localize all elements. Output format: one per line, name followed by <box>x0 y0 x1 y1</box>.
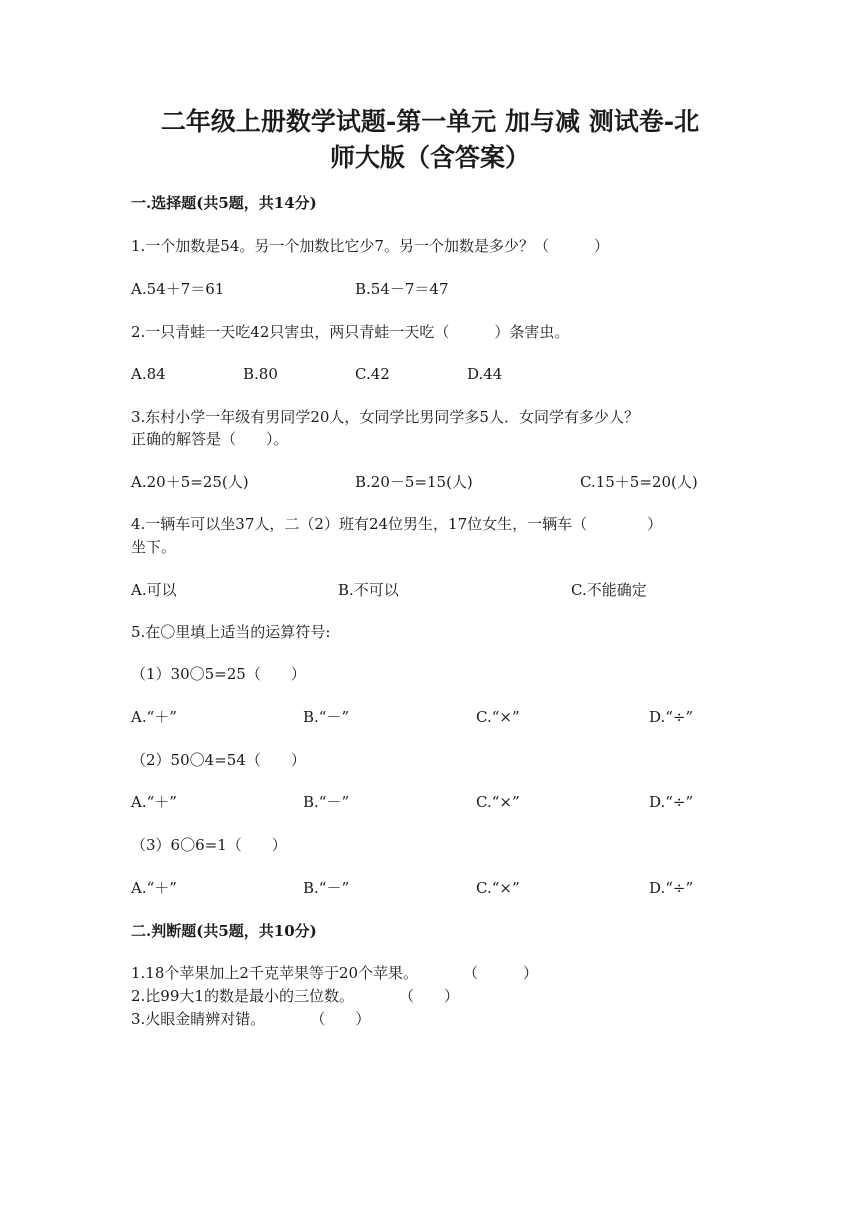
q5-2-option-a: A.“＋” <box>131 793 177 811</box>
q5-2-option-d: D.“÷” <box>649 793 694 811</box>
q5-3-option-c: C.“×” <box>476 879 520 897</box>
q4-option-b: B.不可以 <box>338 581 399 599</box>
judgement-item-2: 2.比99大1的数是最小的三位数。 （ ） <box>131 987 459 1005</box>
question-3-line-1: 3.东村小学一年级有男同学20人，女同学比男同学多5人．女同学有多少人？ <box>131 408 639 426</box>
q5-2-option-c: C.“×” <box>476 793 520 811</box>
question-2: 2.一只青蛙一天吃42只害虫，两只青蛙一天吃（ ）条害虫。 <box>131 323 570 341</box>
page-title-line-2: 师大版（含答案） <box>329 143 530 172</box>
judgement-item-1: 1.18个苹果加上2千克苹果等于20个苹果。 （ ） <box>131 964 539 982</box>
q3-option-b: B.20－5=15(人) <box>355 473 473 491</box>
q2-option-d: D.44 <box>467 365 503 383</box>
q2-option-a: A.84 <box>131 365 166 383</box>
q5-3-option-b: B.“－” <box>303 879 350 897</box>
q3-option-c: C.15＋5=20(人) <box>580 473 698 491</box>
q5-1-option-b: B.“－” <box>303 708 350 726</box>
q5-1-option-d: D.“÷” <box>649 708 694 726</box>
q5-2-option-b: B.“－” <box>303 793 350 811</box>
q4-option-c: C.不能确定 <box>571 581 647 599</box>
judgement-item-3: 3.火眼金睛辨对错。 （ ） <box>131 1010 371 1028</box>
q5-1-option-a: A.“＋” <box>131 708 177 726</box>
question-5-sub-2: （2）50〇4=54（ ） <box>131 751 306 769</box>
section-heading-judgement: 二.判断题(共5题，共10分) <box>131 922 317 940</box>
q5-3-option-d: D.“÷” <box>649 879 694 897</box>
q5-1-option-c: C.“×” <box>476 708 520 726</box>
q3-option-a: A.20＋5=25(人) <box>131 473 249 491</box>
question-5-sub-3: （3）6〇6=1（ ） <box>131 836 287 854</box>
q2-option-b: B.80 <box>243 365 278 383</box>
q5-3-option-a: A.“＋” <box>131 879 177 897</box>
section-heading-choice: 一.选择题(共5题，共14分) <box>131 194 317 212</box>
question-4-line-2: 坐下。 <box>131 538 177 556</box>
question-5: 5.在〇里填上适当的运算符号: <box>131 623 331 641</box>
q1-option-a: A.54＋7＝61 <box>131 280 225 298</box>
question-3-line-2: 正确的解答是（ ）。 <box>131 430 289 448</box>
question-4-line-1: 4.一辆车可以坐37人，二（2）班有24位男生，17位女生，一辆车（ ） <box>131 515 663 533</box>
question-5-sub-1: （1）30〇5=25（ ） <box>131 665 306 683</box>
q2-option-c: C.42 <box>355 365 390 383</box>
q4-option-a: A.可以 <box>131 581 177 599</box>
question-1: 1.一个加数是54。另一个加数比它少7。另一个加数是多少？（ ） <box>131 237 609 255</box>
page-title-line-1: 二年级上册数学试题-第一单元 加与减 测试卷-北 <box>160 107 700 136</box>
q1-option-b: B.54－7＝47 <box>355 280 449 298</box>
